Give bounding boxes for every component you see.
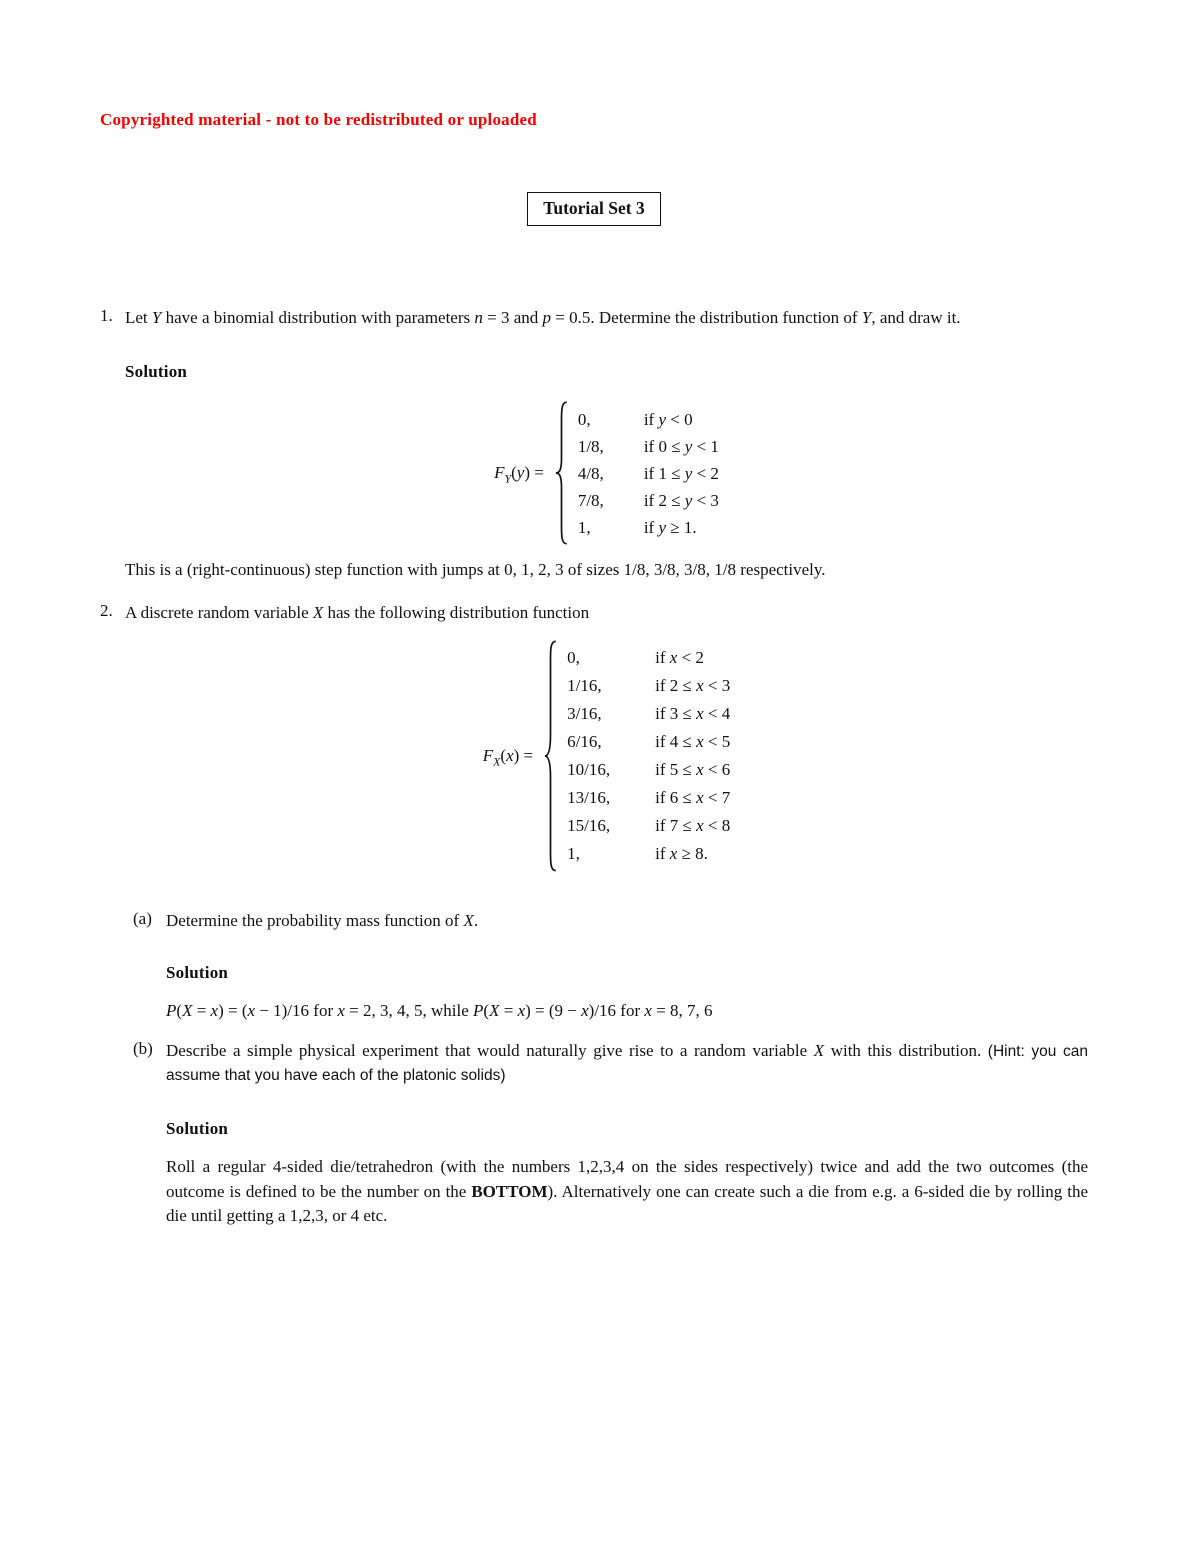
pw-value: 13/16,: [567, 787, 611, 807]
problem-1-note: This is a (right-continuous) step function with jumps at 0, 1, 2, 3 of sizes 1/8, 3/8, 3/8, 1/8 respectively.: [125, 560, 826, 580]
pw-value: 0,: [577, 409, 591, 429]
part-b-marker: (b): [133, 1039, 153, 1058]
part-a-body: [166, 909, 1088, 1023]
pw-value: 7/8,: [577, 490, 604, 510]
pw-value: 0,: [567, 647, 580, 667]
pw-condition: if 2 ≤ x < 3: [655, 675, 731, 695]
pw-value: 10/16,: [567, 759, 611, 779]
problem-1-number: 1.: [100, 306, 113, 326]
pw-value: 1/8,: [577, 436, 604, 456]
part-b-question: Describe a simple physical experiment that would naturally give rise to a random variable X with this distribution.: [166, 1041, 982, 1060]
function-argument: (y) =: [511, 463, 544, 483]
function-argument: (x) =: [500, 745, 534, 765]
piecewise-rows-fx: [567, 644, 730, 868]
function-lhs-fx: [482, 745, 534, 769]
function-subscript: X: [493, 754, 501, 769]
copyright-notice: Copyrighted material - not to be redistributed or uploaded: [100, 110, 537, 129]
pw-value: 1,: [567, 843, 580, 863]
pw-condition: if 7 ≤ x < 8: [655, 815, 731, 835]
part-a-solution-text: P(X = x) = (x − 1)/16 for x = 2, 3, 4, 5, while P(X = x) = (9 − x)/16 for x = 8, 7, 6: [166, 1000, 713, 1020]
part-b-hint: (Hint: you can assume that you have each of the platonic solids): [166, 1043, 1089, 1085]
left-brace-icon: [554, 400, 569, 546]
function-subscript: Y: [504, 471, 512, 486]
problem-2-part-a: [133, 909, 1088, 1023]
part-a-text: Determine the probability mass function of X.: [166, 910, 479, 930]
part-b-solution-text: Roll a regular 4-sided die/tetrahedron (with the numbers 1,2,3,4 on the sides respectively) twice and add the two outcomes (the outcome is defined to be the number on the BOTTOM). Alternatively one can create such a die from e.g. a 6-sided die by rolling the die until getting a 1,2,3, or 4 etc.: [166, 1157, 1089, 1225]
pw-condition: if x ≥ 8.: [655, 843, 708, 863]
piecewise-rows-fy: [578, 406, 719, 541]
part-a-solution-label: Solution: [166, 962, 229, 982]
problem-2-statement: A discrete random variable X has the following distribution function: [125, 602, 590, 622]
function-symbol: F: [494, 463, 505, 483]
pw-value: 1/16,: [567, 675, 602, 695]
function-symbol: F: [482, 745, 494, 765]
pw-value: 15/16,: [567, 815, 611, 835]
pw-value: 3/16,: [567, 703, 602, 723]
left-brace-icon: [543, 639, 558, 873]
pw-condition: if 4 ≤ x < 5: [655, 731, 731, 751]
pw-condition: if 1 ≤ y < 2: [643, 463, 719, 483]
piecewise-function-fy: [125, 400, 1088, 546]
problem-1-solution-label: Solution: [125, 362, 188, 382]
part-b-solution-label: Solution: [166, 1119, 229, 1139]
pw-condition: if 0 ≤ y < 1: [643, 436, 719, 456]
pw-condition: if 6 ≤ x < 7: [655, 787, 731, 807]
pw-value: 1,: [577, 517, 591, 537]
pw-condition: if y ≥ 1.: [643, 517, 697, 537]
problem-2-part-b: [133, 1039, 1088, 1228]
pw-value: 6/16,: [567, 731, 602, 751]
piecewise-function-fx: [125, 639, 1088, 873]
problem-2-number: 2.: [100, 600, 113, 620]
page-title: Tutorial Set 3: [527, 192, 660, 226]
pw-value: 4/8,: [577, 463, 604, 483]
part-a-marker: (a): [133, 908, 152, 928]
part-b-body: [166, 1039, 1088, 1228]
problem-1-statement: Let Y have a binomial distribution with parameters n = 3 and p = 0.5. Determine the distribution function of Y, and draw it.: [125, 308, 961, 328]
problem-2: [100, 601, 1088, 1228]
pw-condition: if x < 2: [655, 647, 704, 667]
pw-condition: if 3 ≤ x < 4: [655, 703, 731, 723]
pw-condition: if 5 ≤ x < 6: [655, 759, 731, 779]
pw-condition: if 2 ≤ y < 3: [643, 490, 719, 510]
pw-condition: if y < 0: [643, 409, 693, 429]
problem-1-body: [125, 306, 1088, 582]
problem-1: [100, 306, 1088, 582]
part-b-text: [166, 1039, 1088, 1087]
title-container: [100, 192, 1088, 226]
function-lhs-fy: [494, 463, 544, 486]
problem-2-body: [125, 601, 1088, 1228]
